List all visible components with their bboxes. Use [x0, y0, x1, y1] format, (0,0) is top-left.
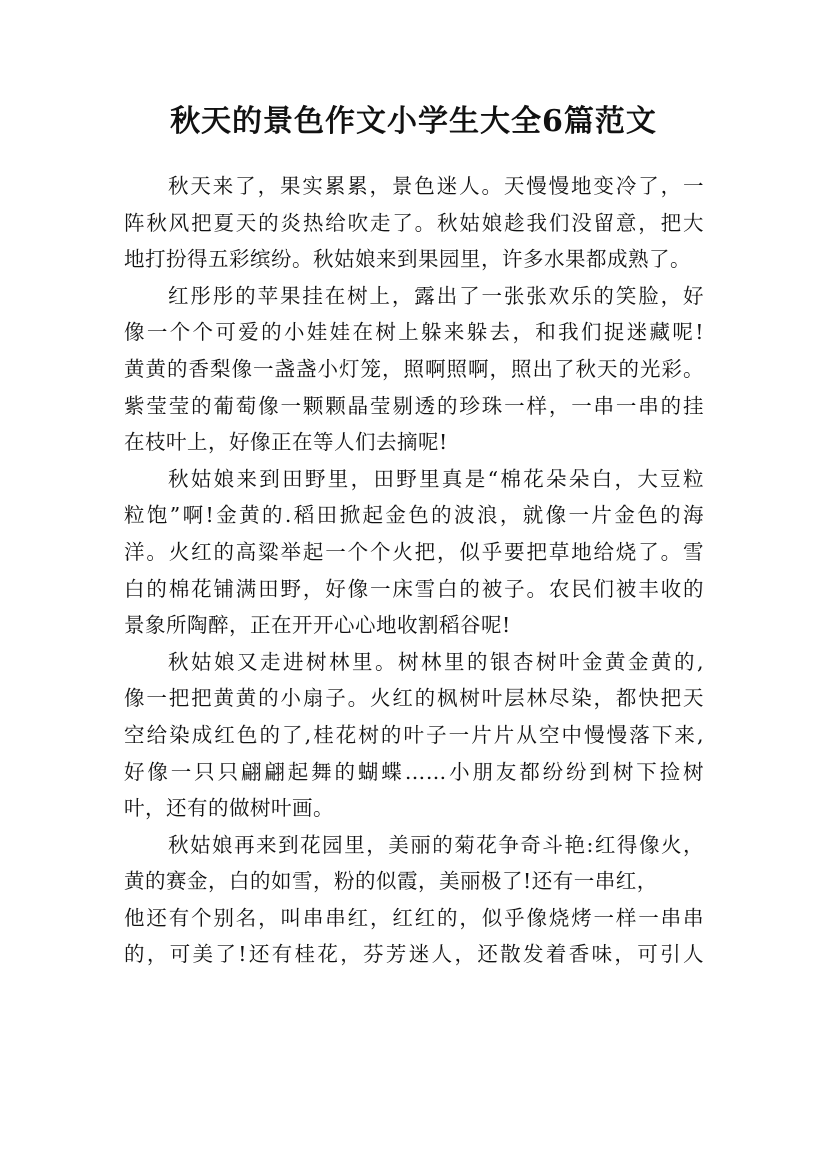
text-line: 像一个个可爱的小娃娃在树上躲来躲去，和我们捉迷藏呢!: [124, 320, 704, 345]
text-line: 叶，还有的做树叶画。: [124, 796, 334, 821]
text-line: 秋姑娘再来到花园里，美丽的菊花争奇斗艳:红得像火，: [168, 832, 704, 857]
text-line: 秋姑娘又走进树林里。树林里的银杏树叶金黄金黄的,: [168, 649, 704, 674]
document-title: 秋天的景色作文小学生大全6篇范文: [170, 104, 657, 139]
text-line: 景象所陶醉，正在开开心心地收割稻谷呢!: [124, 613, 511, 638]
text-line: 地打扮得五彩缤纷。秋姑娘来到果园里，许多水果都成熟了。: [124, 247, 691, 272]
text-line: 好像一只只翩翩起舞的蝴蝶……小朋友都纷纷到树下捡树: [124, 759, 704, 784]
text-line: 粒饱”啊!金黄的.稻田掀起金色的波浪，就像一片金色的海: [124, 503, 704, 528]
text-line: 秋天来了，果实累累，景色迷人。天慢慢地变冷了，一: [168, 174, 704, 198]
text-line: 白的棉花铺满田野，好像一床雪白的被子。农民们被丰收的: [124, 576, 704, 601]
text-line: 在枝叶上，好像正在等人们去摘呢!: [124, 430, 448, 455]
text-line: 像一把把黄黄的小扇子。火红的枫树叶层林尽染，都快把天: [124, 686, 704, 711]
text-line: 秋姑娘来到田野里，田野里真是“棉花朵朵白，大豆粒: [168, 466, 704, 491]
text-line: 黄黄的香梨像一盏盏小灯笼，照啊照啊，照出了秋天的光彩。: [124, 356, 704, 381]
text-line: 空给染成红色的了,桂花树的叶子一片片从空中慢慢落下来,: [124, 722, 704, 747]
text-line: 红彤彤的苹果挂在树上，露出了一张张欢乐的笑脸，好: [168, 283, 704, 308]
document-body: [124, 168, 704, 973]
text-line: 黄的赛金，白的如雪，粉的似霞，美丽极了!还有一串红，: [124, 869, 658, 894]
text-line: 的，可美了!还有桂花，芬芳迷人，还散发着香味，可引人: [124, 942, 704, 967]
text-line: 阵秋风把夏天的炎热给吹走了。秋姑娘趁我们没留意，把大: [124, 210, 704, 235]
text-line: 洋。火红的高粱举起一个个火把，似乎要把草地给烧了。雪: [124, 539, 704, 564]
text-line: 紫莹莹的葡萄像一颗颗晶莹剔透的珍珠一样，一串一串的挂: [124, 393, 704, 418]
text-line: 他还有个别名，叫串串红，红红的，似乎像烧烤一样一串串: [124, 905, 704, 930]
